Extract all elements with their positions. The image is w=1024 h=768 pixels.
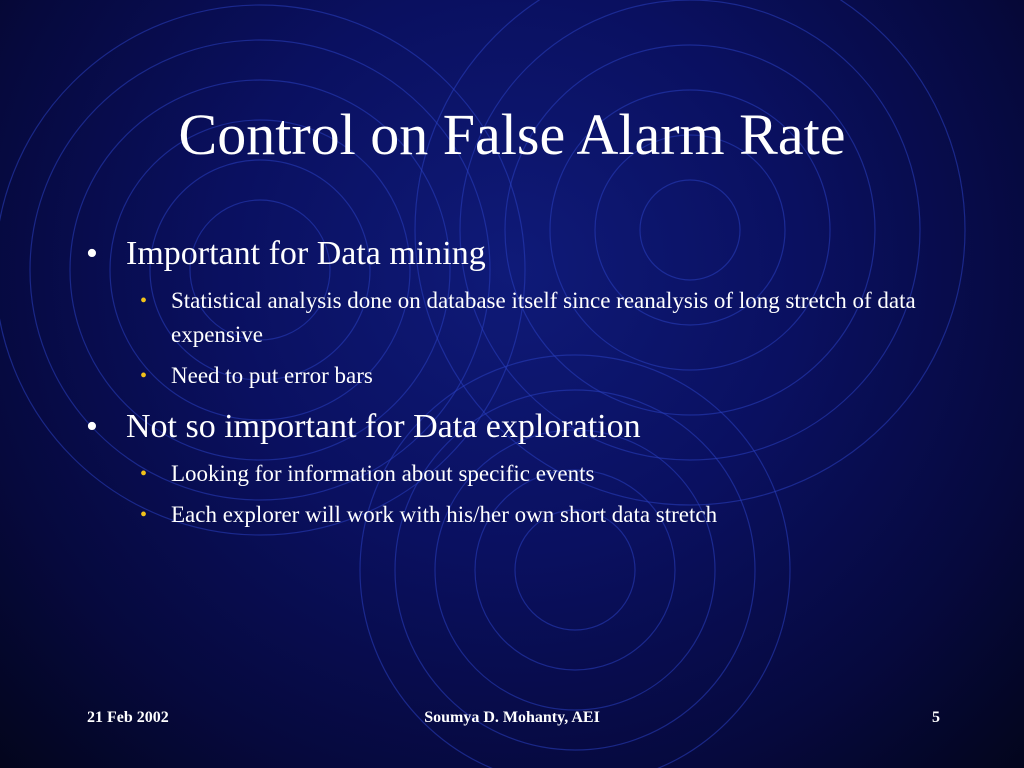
bullet-text: Important for Data mining: [126, 235, 486, 272]
sub-bullet-text: Each explorer will work with his/her own short data stretch: [171, 502, 718, 527]
sub-bullet-text: Looking for information about specific events: [171, 461, 595, 486]
sub-bullet-text: Need to put error bars: [171, 363, 373, 388]
sub-bullet-text: Statistical analysis done on database itself since reanalysis of long stretch of data expensive: [171, 288, 916, 347]
bullet-dot-icon: •: [86, 408, 98, 445]
bullet-dot-icon: •: [86, 235, 98, 272]
slide-title: Control on False Alarm Rate: [178, 102, 846, 167]
sub-bullet-dot-icon: •: [140, 504, 148, 526]
footer-author: Soumya D. Mohanty, AEI: [424, 709, 600, 726]
bullet-text: Not so important for Data exploration: [126, 408, 641, 445]
sub-bullet-dot-icon: •: [140, 290, 148, 312]
page-number: 5: [932, 709, 940, 726]
sub-bullet-dot-icon: •: [140, 365, 148, 387]
footer-date: 21 Feb 2002: [87, 709, 169, 726]
sub-bullet-dot-icon: •: [140, 463, 148, 485]
